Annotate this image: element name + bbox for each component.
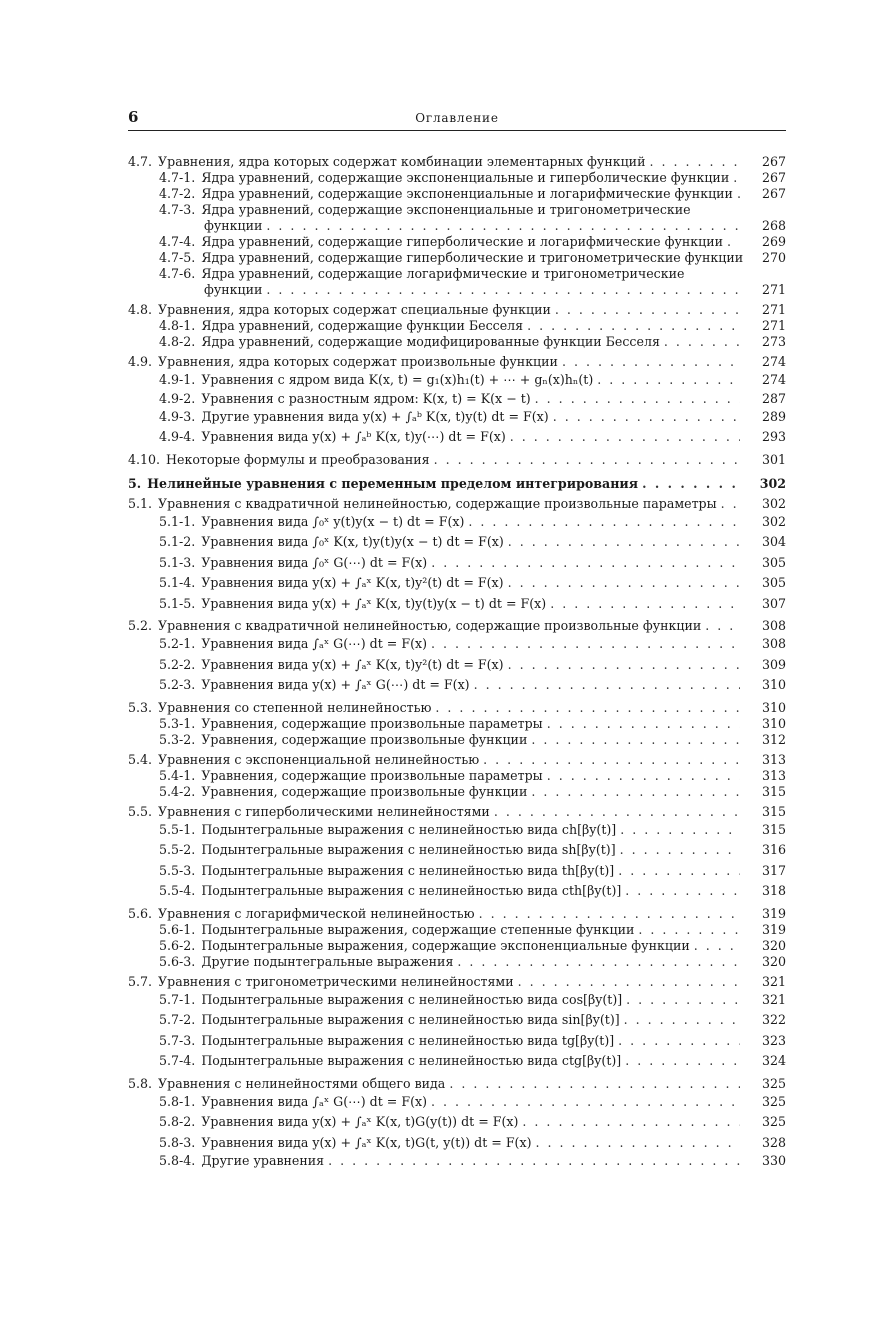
- toc-entry-number: 5.1-3.: [159, 554, 196, 570]
- toc-entry-title: Уравнения с нелинейностями общего вида: [158, 1075, 446, 1091]
- toc-chapter[interactable]: [128, 476, 786, 492]
- toc-subsection[interactable]: [128, 186, 786, 202]
- toc-entry-number: 5.6-3.: [159, 953, 196, 969]
- toc-entry-number: 5.6-1.: [159, 921, 196, 937]
- toc-entry-title: Уравнения вида ∫ₐˣ G(⋯) dt = F(x): [201, 1093, 427, 1109]
- dot-leader: [626, 990, 740, 1011]
- dot-leader: [508, 532, 740, 553]
- toc-entry-number: 5.4-1.: [159, 767, 196, 783]
- toc-entry-page: 328: [761, 1134, 786, 1150]
- toc-entry-title: Уравнения, ядра которых содержат комбинации элементарных функций: [158, 154, 646, 169]
- toc-entry-number: 4.7-4.: [159, 234, 196, 249]
- toc-entry-number: 5.7-3.: [159, 1032, 196, 1048]
- toc-entry-page: 307: [761, 595, 786, 611]
- toc-entry-page: 271: [761, 302, 786, 317]
- toc-section[interactable]: [128, 906, 786, 922]
- toc-section[interactable]: [128, 302, 786, 318]
- toc-entry-number: 5.3.: [128, 699, 153, 715]
- dot-leader: [555, 302, 740, 318]
- toc-entry-page: 302: [761, 495, 786, 511]
- toc-entry-number: 4.8-2.: [159, 334, 196, 349]
- toc-entry-title: Подынтегральные выражения с нелинейностью вида tg[βy(t)]: [201, 1032, 615, 1048]
- toc-entry-number: 5.8-4.: [159, 1153, 196, 1168]
- toc-subsection[interactable]: [128, 170, 786, 186]
- toc-entry-number: 5.2-1.: [159, 636, 196, 651]
- toc-subsection[interactable]: [128, 427, 786, 448]
- toc-subsection[interactable]: [128, 234, 786, 250]
- dot-leader: [535, 1133, 740, 1154]
- toc-entry-page: 316: [761, 842, 786, 857]
- toc-entry-page: 274: [761, 372, 786, 387]
- dot-leader: [531, 784, 740, 800]
- dot-leader: [638, 922, 740, 938]
- toc-entry-title: Нелинейные уравнения с переменным пределом интегрирования: [147, 475, 639, 491]
- toc-entry-page: 309: [761, 656, 786, 672]
- toc-entry-number: 4.7-1.: [159, 170, 196, 185]
- dot-leader: [449, 1076, 740, 1092]
- toc-entry-title: Ядра уравнений, содержащие модифицированные функции Бесселя: [201, 334, 660, 349]
- toc-entry-title: Другие подынтегральные выражения: [201, 953, 454, 969]
- toc-entry-number: 4.7-5.: [159, 250, 196, 265]
- toc-entry-title: Ядра уравнений, содержащие функции Бесселя: [201, 318, 524, 333]
- toc-entry-title: Уравнения с ядром вида K(x, t) = g₁(x)h₁(t) + ⋯ + gₙ(x)hₙ(t): [201, 372, 594, 387]
- toc-entry-number: 4.9-3.: [159, 408, 196, 424]
- dot-leader: [266, 218, 740, 234]
- dot-leader: [649, 154, 740, 170]
- toc-entry-title: Подынтегральные выражения с нелинейностью вида cth[βy(t)]: [201, 883, 622, 898]
- toc-entry-page: 270: [761, 250, 786, 265]
- dot-leader: [435, 700, 740, 716]
- toc-entry-page: 304: [761, 534, 786, 549]
- toc-entry-number: 5.3-2.: [159, 731, 196, 747]
- toc-entry-page: 313: [761, 751, 786, 767]
- toc-entry-number: 5.3-1.: [159, 715, 196, 731]
- toc-entry-page: 317: [761, 862, 786, 878]
- toc-subsection[interactable]: [128, 318, 786, 334]
- toc-entry-page: 310: [761, 699, 786, 715]
- toc-entry-page: 267: [761, 170, 786, 185]
- toc-section[interactable]: [128, 700, 786, 716]
- toc-entry-number: 5.6.: [128, 905, 153, 921]
- dot-leader: [727, 234, 740, 250]
- toc-entry-number: 5.1-4.: [159, 575, 196, 590]
- dot-leader: [510, 427, 740, 448]
- toc-subsection[interactable]: [128, 716, 786, 732]
- toc-entry-page: 273: [761, 334, 786, 349]
- toc-entry-title-continued: функции: [204, 282, 263, 297]
- toc-entry-page: 302: [759, 475, 786, 491]
- toc-entry-title: Ядра уравнений, содержащие экспоненциальные и гиперболические функции: [201, 170, 730, 185]
- toc-entry-title: Уравнения вида ∫₀ˣ y(t)y(x − t) dt = F(x): [201, 513, 465, 529]
- toc-entry-page: 271: [761, 282, 786, 297]
- dot-leader: [508, 573, 740, 594]
- toc-entry-title: Уравнения вида y(x) + ∫ₐˣ G(⋯) dt = F(x): [201, 677, 470, 692]
- toc-entry-page: 302: [761, 513, 786, 529]
- toc-subsection[interactable]: [128, 1031, 786, 1052]
- dot-leader: [266, 282, 740, 298]
- toc-entry-page: 325: [761, 1093, 786, 1109]
- dot-leader: [705, 618, 740, 634]
- toc-entry-page: 325: [761, 1114, 786, 1129]
- toc-entry-page: 320: [761, 953, 786, 969]
- toc-subsection[interactable]: [128, 840, 786, 861]
- toc-section[interactable]: [128, 154, 786, 170]
- toc-entry-number: 5.6-2.: [159, 937, 196, 953]
- dot-leader: [737, 186, 740, 202]
- toc-entry-title: Уравнения вида ∫₀ˣ K(x, t)y(t)y(x − t) dt = F(x): [201, 534, 504, 549]
- dot-leader: [721, 496, 740, 512]
- toc-entry-title: Уравнения вида ∫ₐˣ G(⋯) dt = F(x): [201, 636, 427, 651]
- toc-section[interactable]: [128, 974, 786, 990]
- toc-entry-title: Ядра уравнений, содержащие логарифмические и тригонометрические: [201, 266, 685, 281]
- toc-entry-title: Уравнения со степенной нелинейностью: [158, 699, 432, 715]
- toc-entry-page: 271: [761, 318, 786, 333]
- toc-entry-page: 305: [761, 554, 786, 570]
- toc-subsection[interactable]: [128, 370, 786, 391]
- dot-leader: [562, 354, 740, 370]
- toc-subsection[interactable]: [128, 820, 786, 841]
- dot-leader: [625, 1051, 740, 1072]
- dot-leader: [479, 906, 740, 922]
- toc-entry-page: 269: [761, 234, 786, 249]
- toc-subsection[interactable]: [128, 594, 786, 615]
- toc-entry-number: 4.9-2.: [159, 390, 196, 406]
- toc-entry-page: 313: [761, 767, 786, 783]
- dot-leader: [535, 391, 740, 407]
- toc-section[interactable]: [128, 496, 786, 512]
- toc-entry-title: Уравнения, ядра которых содержат специальные функции: [158, 302, 551, 317]
- toc-entry-title: Уравнения с тригонометрическими нелинейностями: [158, 973, 514, 989]
- toc-subsection[interactable]: [128, 881, 786, 902]
- toc-subsection[interactable]: [128, 990, 786, 1011]
- toc-entry-page: 322: [761, 1012, 786, 1027]
- page-number: 6: [128, 108, 139, 126]
- toc-subsection[interactable]: [128, 532, 786, 553]
- toc-entry-number: 5.7-1.: [159, 991, 196, 1007]
- toc-entry-title: Уравнения вида y(x) + ∫ₐᵇ K(x, t)y(⋯) dt = F(x): [201, 429, 506, 444]
- toc-entry-title: Уравнения с экспоненциальной нелинейностью: [158, 751, 480, 767]
- page-header: [128, 106, 786, 131]
- toc-entry-number: 4.9-1.: [159, 372, 196, 387]
- toc-entry-title: Подынтегральные выражения, содержащие экспоненциальные функции: [201, 937, 690, 953]
- toc-section[interactable]: [128, 354, 786, 370]
- toc-subsection[interactable]: [128, 784, 786, 800]
- toc-entry-number: 4.7-3.: [159, 202, 196, 217]
- dot-leader: [547, 768, 740, 784]
- toc-entry-title-continued: функции: [204, 218, 263, 233]
- toc-section[interactable]: [128, 618, 786, 634]
- dot-leader: [618, 861, 740, 882]
- toc-entry-number: 4.9-4.: [159, 429, 196, 444]
- toc-subsection[interactable]: [128, 768, 786, 784]
- toc-entry-title: Уравнения, ядра которых содержат произвольные функции: [158, 354, 558, 369]
- dot-leader: [597, 370, 740, 391]
- toc-entry-page: 267: [761, 186, 786, 201]
- dot-leader: [431, 553, 740, 574]
- toc-entry-number: 5.5-1.: [159, 821, 196, 837]
- toc-entry-page: 321: [761, 973, 786, 989]
- toc-entry-page: 308: [761, 636, 786, 651]
- toc-entry-title: Уравнения с квадратичной нелинейностью, содержащие произвольные параметры: [158, 495, 717, 511]
- dot-leader: [531, 732, 740, 748]
- dot-leader: [518, 974, 740, 990]
- dot-leader: [474, 675, 740, 696]
- toc-entry-page: 315: [761, 803, 786, 819]
- toc-entry-title: Подынтегральные выражения с нелинейностью вида sin[βy(t)]: [201, 1012, 620, 1027]
- toc-entry-number: 5.1-2.: [159, 534, 196, 549]
- toc-entry-page: 268: [761, 218, 786, 233]
- toc-section[interactable]: [128, 752, 786, 768]
- toc-subsection[interactable]: [128, 573, 786, 594]
- toc-entry-page: 318: [761, 883, 786, 898]
- dot-leader: [624, 1010, 740, 1031]
- toc-entry-title: Уравнения, содержащие произвольные функции: [201, 783, 528, 799]
- toc-entry-number: 4.7-6.: [159, 266, 196, 281]
- toc-entry-page: 325: [761, 1075, 786, 1091]
- toc-entry-title: Уравнения, содержащие произвольные функции: [201, 731, 528, 747]
- toc-entry-number: 5.7-2.: [159, 1012, 196, 1027]
- toc-section[interactable]: [128, 1076, 786, 1092]
- toc-entry[interactable]: [128, 202, 786, 234]
- toc-entry-title: Уравнения вида ∫₀ˣ G(⋯) dt = F(x): [201, 554, 428, 570]
- toc-entry-number: 5.5.: [128, 803, 153, 819]
- dot-leader: [733, 170, 740, 186]
- toc-entry-page: 319: [761, 921, 786, 937]
- toc-entry-page: 293: [761, 429, 786, 444]
- toc-entry-page: 320: [761, 937, 786, 953]
- toc-subsection[interactable]: [128, 675, 786, 696]
- toc-subsection[interactable]: [128, 938, 786, 954]
- toc-entry-page: 312: [761, 731, 786, 747]
- toc-subsection[interactable]: [128, 334, 786, 350]
- toc-entry-page: 324: [761, 1053, 786, 1068]
- toc-subsection[interactable]: [128, 1112, 786, 1133]
- toc-entry-page: 321: [761, 991, 786, 1007]
- toc-entry-title: Ядра уравнений, содержащие гиперболические и тригонометрические функции: [201, 250, 744, 265]
- toc-entry-page: 308: [761, 618, 786, 633]
- dot-leader: [620, 820, 740, 841]
- toc-entry-number: 5.7.: [128, 973, 153, 989]
- toc-entry-number: 5.4.: [128, 751, 153, 767]
- toc-page: [128, 106, 786, 1168]
- toc-entry-number: 4.7.: [128, 154, 153, 169]
- toc-subsection[interactable]: [128, 391, 786, 407]
- toc-entry-title: Уравнения вида y(x) + ∫ₐˣ K(x, t)y²(t) dt = F(x): [201, 575, 504, 590]
- toc-subsection[interactable]: [128, 634, 786, 655]
- dot-leader: [508, 655, 740, 676]
- toc-entry-number: 5.8.: [128, 1075, 153, 1091]
- toc-entry-page: 305: [761, 575, 786, 590]
- toc-entry-page: 310: [761, 715, 786, 731]
- toc-subsection[interactable]: [128, 655, 786, 676]
- toc-entry-number: 5.2.: [128, 618, 153, 633]
- toc-entry-title: Уравнения вида y(x) + ∫ₐˣ K(x, t)G(y(t)) dt = F(x): [201, 1114, 519, 1129]
- dot-leader: [468, 512, 740, 533]
- toc-section[interactable]: [128, 804, 786, 820]
- dot-leader: [664, 334, 740, 350]
- dot-leader: [547, 716, 740, 732]
- toc-entry-number: 5.1.: [128, 495, 153, 511]
- dot-leader: [431, 1092, 740, 1113]
- toc-entry-title: Ядра уравнений, содержащие экспоненциальные и тригонометрические: [201, 202, 691, 217]
- toc-subsection[interactable]: [128, 922, 786, 938]
- toc-subsection[interactable]: [128, 553, 786, 574]
- dot-leader: [694, 938, 740, 954]
- toc-subsection[interactable]: [128, 861, 786, 882]
- dot-leader: [522, 1112, 740, 1133]
- toc-entry-page: 287: [761, 390, 786, 406]
- dot-leader: [550, 594, 740, 615]
- running-title: Оглавление: [415, 111, 499, 125]
- toc-subsection[interactable]: [128, 250, 786, 266]
- toc-entry-number: 5.2-2.: [159, 656, 196, 672]
- toc-entry-number: 4.10.: [128, 451, 161, 467]
- dot-leader: [434, 452, 740, 468]
- dot-leader: [494, 804, 740, 820]
- toc-subsection[interactable]: [128, 1153, 786, 1169]
- toc-entry[interactable]: [128, 266, 786, 298]
- dot-leader: [618, 1031, 740, 1052]
- toc-entry-page: 315: [761, 821, 786, 837]
- dot-leader: [553, 407, 740, 428]
- table-of-contents: [128, 154, 786, 1169]
- toc-entry-number: 5.2-3.: [159, 677, 196, 692]
- toc-entry-title: Уравнения с квадратичной нелинейностью, содержащие произвольные функции: [158, 618, 702, 633]
- toc-entry-number: 5.8-3.: [159, 1134, 196, 1150]
- toc-entry-title: Уравнения, содержащие произвольные параметры: [201, 715, 543, 731]
- toc-entry-title: Уравнения, содержащие произвольные параметры: [201, 767, 543, 783]
- toc-entry-title: Уравнения вида y(x) + ∫ₐˣ K(x, t)G(t, y(t)) dt = F(x): [201, 1134, 532, 1150]
- toc-subsection[interactable]: [128, 512, 786, 533]
- toc-entry-title: Уравнения вида y(x) + ∫ₐˣ K(x, t)y(t)y(x − t) dt = F(x): [201, 595, 547, 611]
- toc-entry-title: Уравнения с логарифмической нелинейностью: [158, 905, 475, 921]
- toc-entry-title: Подынтегральные выражения с нелинейностью вида ctg[βy(t)]: [201, 1053, 622, 1068]
- toc-section[interactable]: [128, 452, 786, 468]
- toc-entry-page: 289: [761, 408, 786, 424]
- toc-subsection[interactable]: [128, 1133, 786, 1154]
- dot-leader: [431, 634, 740, 655]
- toc-entry-number: 5.5-3.: [159, 862, 196, 878]
- toc-subsection[interactable]: [128, 1010, 786, 1031]
- toc-entry-title: Некоторые формулы и преобразования: [166, 451, 430, 467]
- toc-entry-number: 5.1-5.: [159, 595, 196, 611]
- toc-entry-title: Подынтегральные выражения с нелинейностью вида sh[βy(t)]: [201, 842, 616, 857]
- dot-leader: [483, 752, 740, 768]
- toc-entry-number: 5.5-4.: [159, 883, 196, 898]
- toc-entry-number: 5.5-2.: [159, 842, 196, 857]
- toc-entry-number: 5.1-1.: [159, 513, 196, 529]
- toc-subsection[interactable]: [128, 1051, 786, 1072]
- dot-leader: [328, 1153, 740, 1169]
- toc-entry-number: 4.7-2.: [159, 186, 196, 201]
- dot-leader: [642, 476, 740, 492]
- toc-entry-number: 5.8-1.: [159, 1093, 196, 1109]
- toc-entry-page: 301: [761, 451, 786, 467]
- toc-entry-page: 315: [761, 783, 786, 799]
- toc-entry-page: 267: [761, 154, 786, 169]
- toc-entry-title: Другие уравнения вида y(x) + ∫ₐᵇ K(x, t)y(t) dt = F(x): [201, 408, 549, 424]
- toc-entry-number: 5.4-2.: [159, 783, 196, 799]
- toc-entry-title: Уравнения с разностным ядром: K(x, t) = K(x − t): [201, 390, 531, 406]
- toc-entry-title: Подынтегральные выражения, содержащие степенные функции: [201, 921, 635, 937]
- toc-entry-page: 274: [761, 354, 786, 369]
- dot-leader: [457, 954, 740, 970]
- toc-subsection[interactable]: [128, 954, 786, 970]
- toc-subsection[interactable]: [128, 732, 786, 748]
- toc-entry-page: 323: [761, 1032, 786, 1048]
- toc-entry-title: Уравнения вида y(x) + ∫ₐˣ K(x, t)y²(t) dt = F(x): [201, 656, 504, 672]
- toc-entry-title: Уравнения с гиперболическими нелинейностями: [158, 803, 490, 819]
- dot-leader: [620, 840, 740, 861]
- toc-entry-title: Ядра уравнений, содержащие гиперболические и логарифмические функции: [201, 234, 724, 249]
- toc-entry-title: Подынтегральные выражения с нелинейностью вида th[βy(t)]: [201, 862, 615, 878]
- toc-entry-number: 4.9.: [128, 354, 153, 369]
- toc-entry-page: 319: [761, 905, 786, 921]
- toc-entry-number: 5.7-4.: [159, 1053, 196, 1068]
- toc-entry-title: Ядра уравнений, содержащие экспоненциальные и логарифмические функции: [201, 186, 733, 201]
- toc-entry-number: 4.8.: [128, 302, 153, 317]
- toc-subsection[interactable]: [128, 1092, 786, 1113]
- toc-entry-title: Подынтегральные выражения с нелинейностью вида ch[βy(t)]: [201, 821, 617, 837]
- toc-entry-number: 4.8-1.: [159, 318, 196, 333]
- toc-entry-number: 5.: [128, 475, 142, 491]
- toc-subsection[interactable]: [128, 407, 786, 428]
- toc-entry-page: 330: [761, 1153, 786, 1168]
- toc-entry-title: Другие уравнения: [201, 1153, 325, 1168]
- toc-entry-page: 310: [761, 677, 786, 692]
- dot-leader: [527, 318, 740, 334]
- toc-entry-title: Подынтегральные выражения с нелинейностью вида cos[βy(t)]: [201, 991, 623, 1007]
- toc-entry-number: 5.8-2.: [159, 1114, 196, 1129]
- dot-leader: [625, 881, 740, 902]
